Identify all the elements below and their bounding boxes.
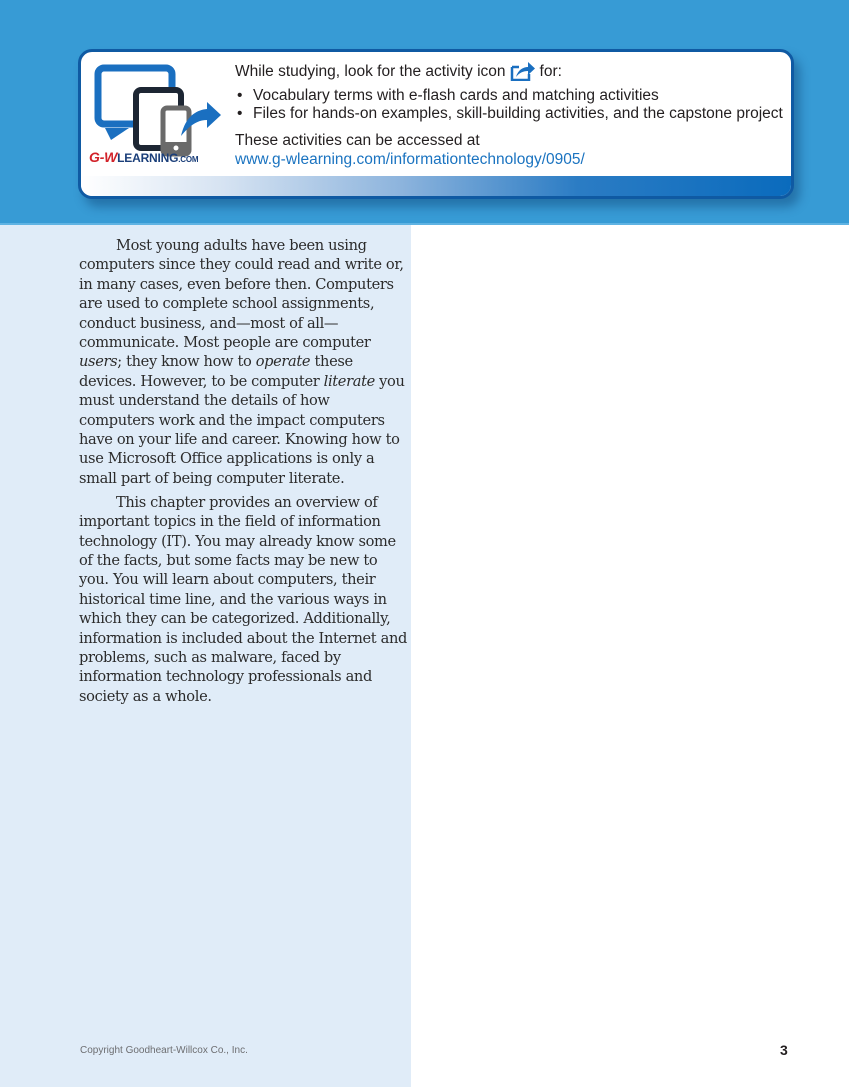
page-number: 3 [780,1042,788,1058]
paragraph-2 [79,493,409,706]
chapter-intro-text [79,236,409,711]
text-segment: This chapter provides an overview of important topics in the field of information technology (IT). You may already know some of the facts, but some facts may be new to you. You will learn about computers, their historical time line, and the various ways in which they can be categorized. Additionally, information is included about the Internet and problems, such as malware, faced by information technology professionals and society as a whole. [79,493,407,705]
text-segment: Most young adults have been using computers since they could read and write or, in many cases, even before then. Computers are used to complete school assignments, conduct business, and—most of all—communicate. Most people are computer [79,237,404,352]
paragraph-1 [79,236,409,488]
text-segment: you must understand the details of how computers work and the impact computers have on your life and career. Knowing how to use Microsoft Office applications is only a small part of being computer literate. [79,372,405,487]
callout-gradient-strip [81,176,791,196]
share-arrow-icon [510,61,536,81]
callout-intro [235,61,794,81]
logo-brand-main: LEARNING [117,151,179,165]
list-item: • Files for hands-on examples, skill-building activities, and the capstone project [235,105,794,123]
access-note [235,131,794,169]
activity-list [235,87,794,123]
callout-content [235,61,794,169]
g-w-learning-logo [89,149,239,165]
logo-brand-suffix: .COM [178,155,199,164]
italic-term-literate: literate [323,372,375,390]
g-w-learning-callout [78,49,794,199]
access-text: These activities can be accessed at [235,132,480,149]
intro-text-end: for: [539,62,562,80]
list-item: • Vocabulary terms with e-flash cards and matching activities [235,87,794,105]
text-segment: these devices. However, to be computer [79,353,353,390]
copyright-notice: Copyright Goodheart-Willcox Co., Inc. [80,1045,248,1056]
text-segment: ; they know how to [117,353,256,371]
g-w-learning-link[interactable]: www.g-wlearning.com/informationtechnology/0905/ [235,151,585,168]
logo-brand-prefix: G-W [89,149,118,165]
italic-term-operate: operate [255,353,311,371]
intro-text: While studying, look for the activity icon [235,62,506,80]
italic-term-users: users [79,353,118,371]
